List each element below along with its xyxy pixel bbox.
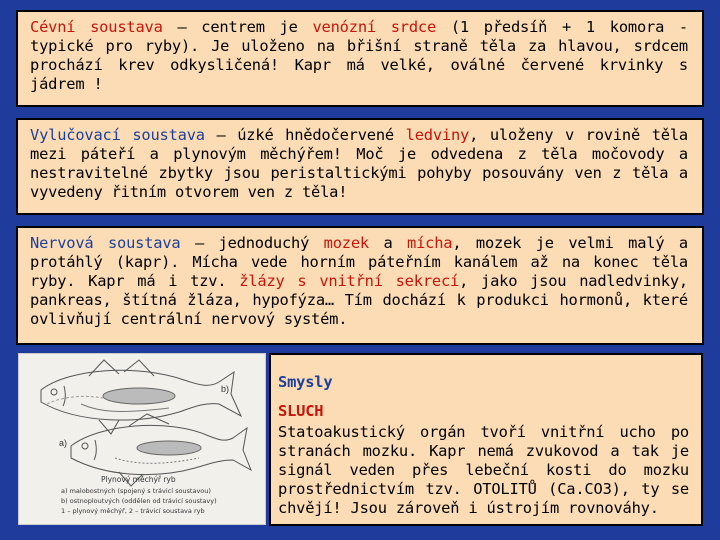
caption-title: Plynový měchýř ryb — [101, 475, 176, 484]
nervous-system-box — [16, 226, 704, 345]
nervous-text-1: – jednoduchý — [180, 234, 324, 252]
caption-line-a: a) malobostných (spojený s trávicí soustavou) — [61, 487, 211, 495]
hearing-subheading: SLUCH — [278, 402, 324, 420]
fish-a-label: a) — [59, 438, 68, 448]
hearing-text: Statoakustický orgán tvoří vnitřní ucho po stranách mozku. Kapr nemá zvukovod a tak je signál veden přes lebeční kosti do mozku prostřednictvím tzv. OTOLITŮ (Ca.CO3), ty se chvějí! Jsou zároveň i ústrojím rovnováhy. — [278, 423, 689, 517]
circulatory-text-1: – centrem je — [162, 18, 313, 36]
fish-b-label: b) — [221, 384, 230, 394]
caption-line-c: 1 – plynový měchýř, 2 – trávicí soustava ryb — [61, 507, 205, 515]
nervous-text-4: , jako jsou nadledvinky, pankreas, štítná žláza, hypofýza… Tím dochází k produkci hormonů, které ovlivňují centrální nervový systém. — [30, 272, 688, 328]
excretory-system-term: Vylučovací soustava — [30, 126, 205, 144]
nervous-text-3: , mozek je velmi malý a protáhlý (kapr). Mícha vede horním páteřním kanálem až na konec těla ryby. Kapr má i tzv. — [30, 234, 688, 290]
endocrine-glands-term: žlázy s vnitřní sekrecí — [239, 272, 460, 290]
fish-b-drawing — [41, 360, 241, 434]
excretory-text-2: , uloženy v rovině těla mezi páteří a plynovým měchýřem! Moč je odvedena z těla močovody a nestravitelné zbytky jsou peristaltickými pohyby posouvány ven z těla a vyvedeny řitním otvorem ven z těla! — [30, 126, 688, 201]
circulatory-system-term: Cévní soustava — [30, 18, 163, 36]
swim-bladder-illustration — [18, 353, 266, 525]
senses-heading: Smysly — [278, 373, 333, 391]
excretory-text-1: – úzké hnědočervené — [204, 126, 406, 144]
spinal-cord-term: mícha — [407, 234, 453, 252]
nervous-text-2: a — [369, 234, 408, 252]
senses-box — [269, 353, 703, 526]
brain-term: mozek — [323, 234, 369, 252]
circulatory-text-2: (1 předsíň + 1 komora - typické pro ryby). Je uloženo na břišní straně těla za hlavou, srdcem prochází krev odkysličená! Kapr má velké, oválné červené krvinky s jádrem ! — [30, 18, 688, 93]
venous-heart-term: venózní srdce — [312, 18, 437, 36]
nervous-system-term: Nervová soustava — [30, 234, 181, 252]
caption-line-b: b) ostnoploutvých (oddělen od trávicí soustavy) — [61, 497, 217, 505]
excretory-system-box — [16, 118, 704, 215]
circulatory-system-box — [16, 10, 704, 107]
kidneys-term: ledviny — [405, 126, 470, 144]
